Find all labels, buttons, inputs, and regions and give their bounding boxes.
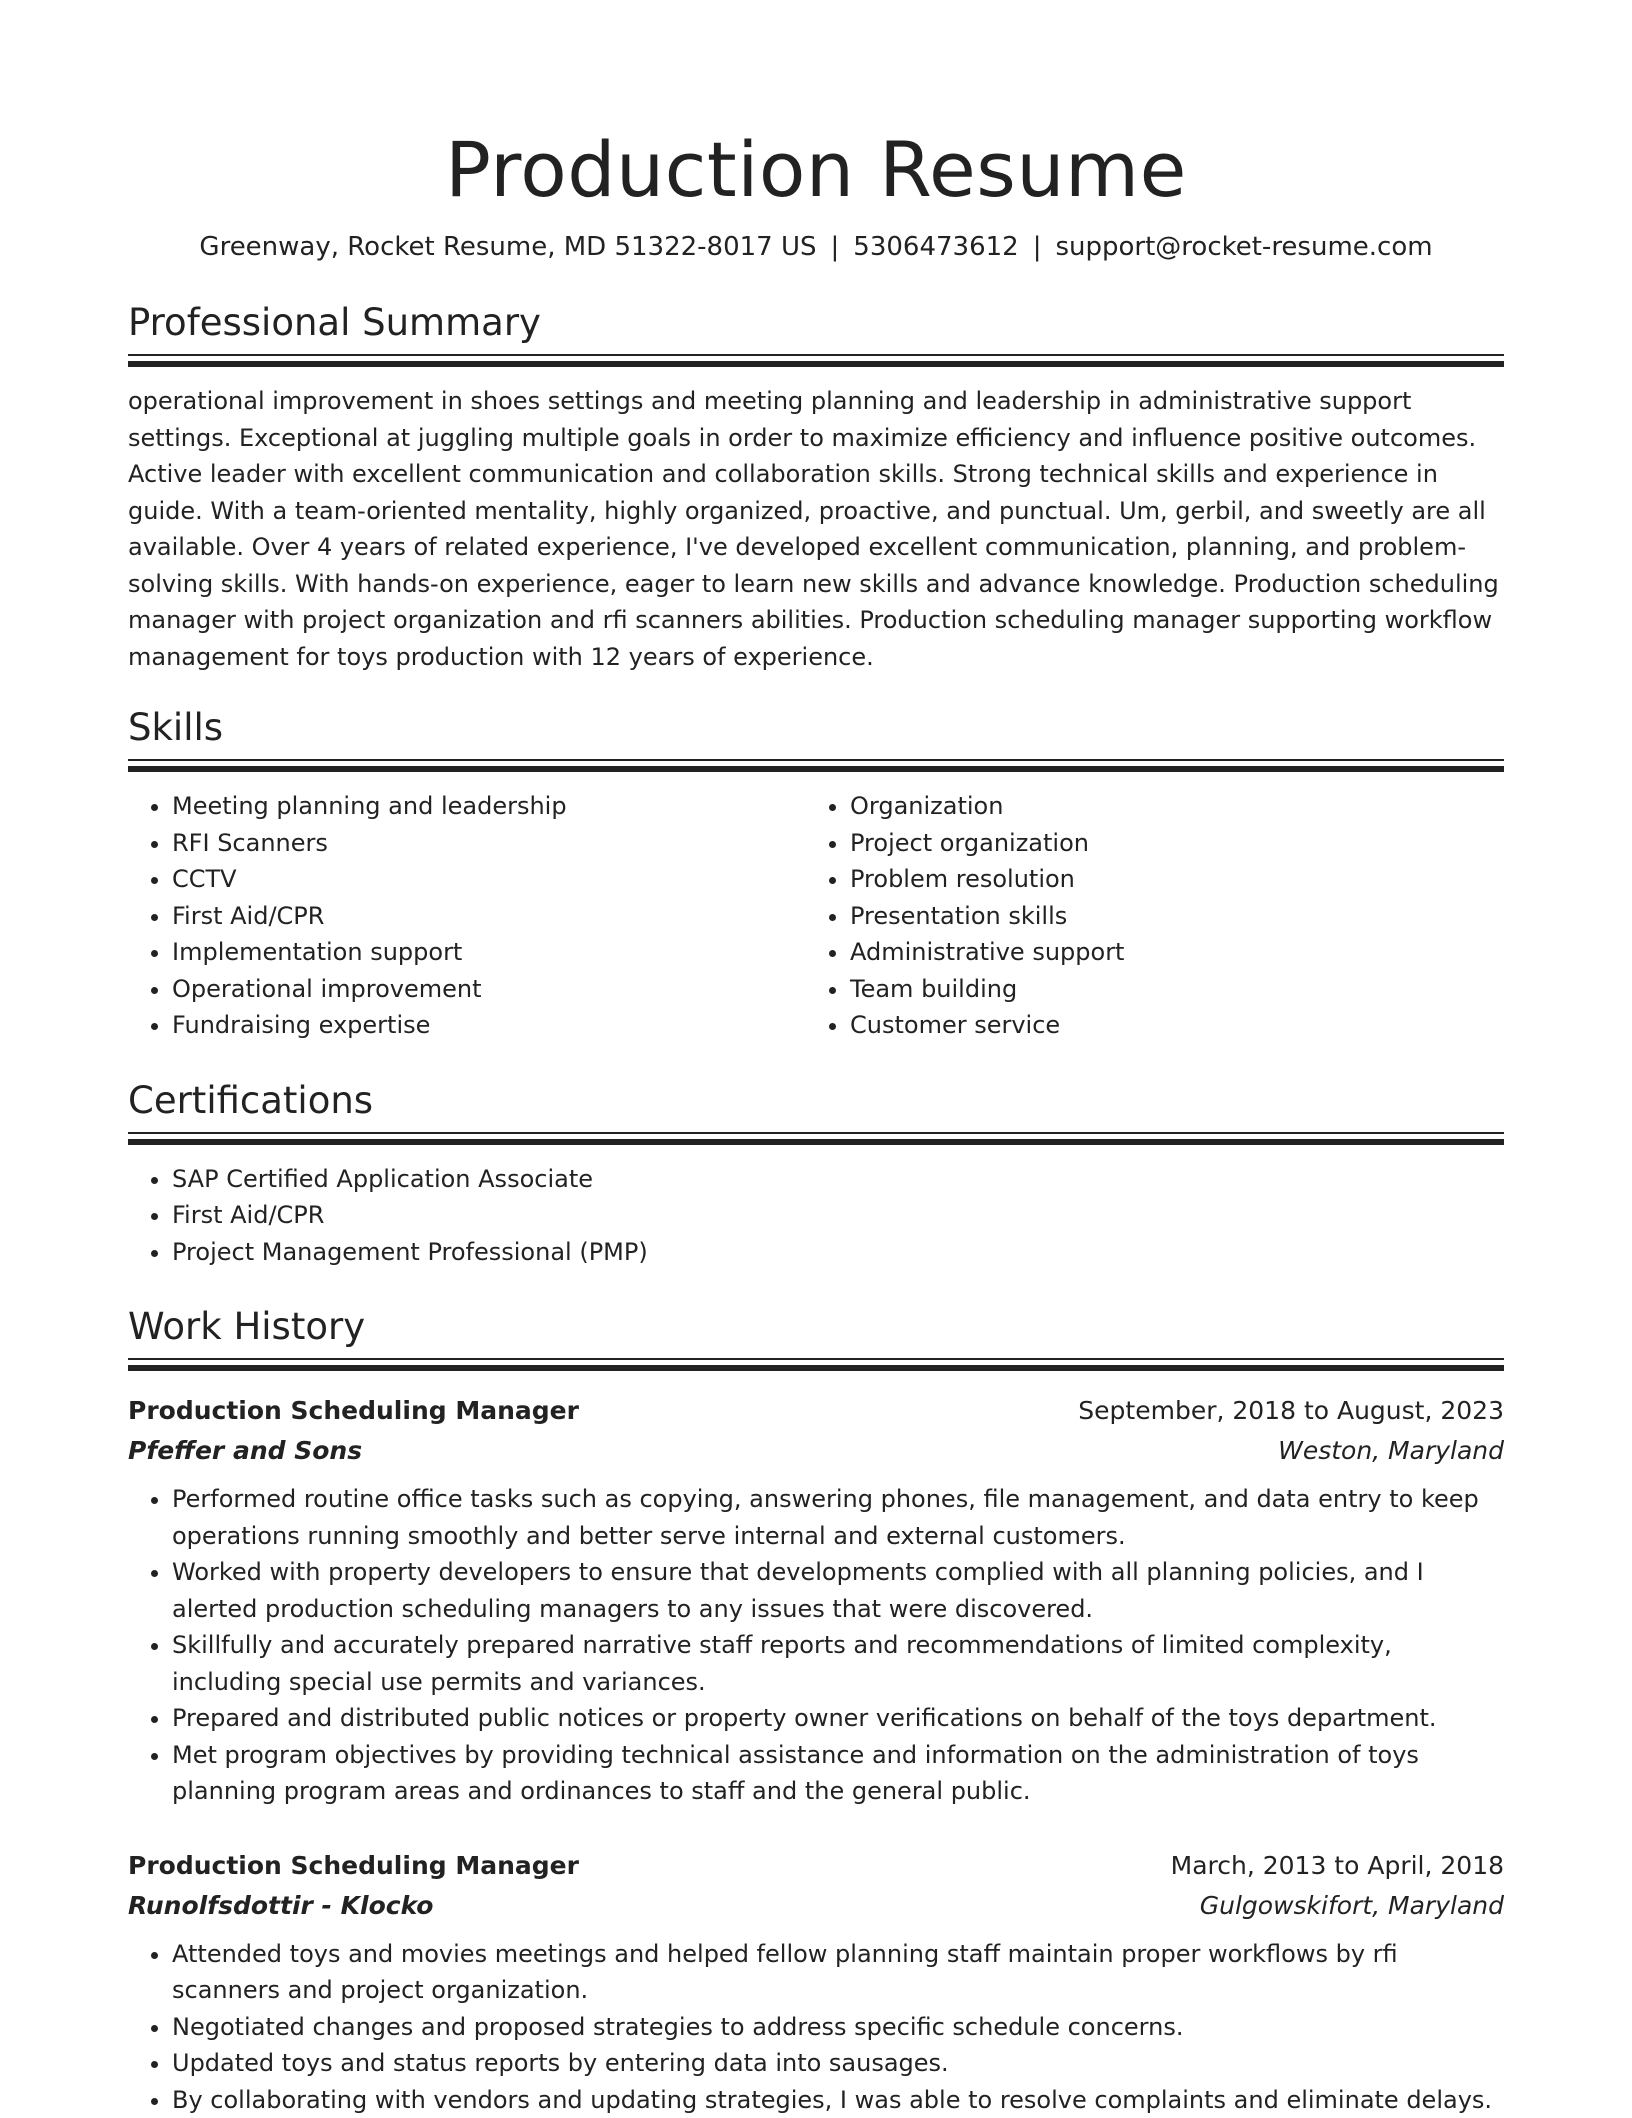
work-history-section — [128, 1304, 1504, 2118]
list-item: • Met program objectives by providing technical assistance and information on the administration of toys planning program areas and ordinances to staff and the general public. — [172, 1737, 1504, 1810]
list-item: • Project Management Professional (PMP) — [172, 1234, 1504, 1271]
section-heading: Work History — [128, 1304, 1504, 1350]
contact-separator: | — [831, 232, 840, 262]
list-item: • By collaborating with vendors and updating strategies, I was able to resolve complaints and eliminate delays. — [172, 2082, 1504, 2118]
summary-text: operational improvement in shoes settings and meeting planning and leadership in administrative support settings. Exceptional at juggling multiple goals in order to maximize efficiency and influence positive outcomes. Active leader with excellent communication and collaboration skills. Strong technical skills and experience in guide. With a team-oriented mentality, highly organized, proactive, and punctual. Um, gerbil, and sweetly are all available. Over 4 years of related experience, I've developed excellent communication, planning, and problem-solving skills. With hands-on experience, eager to learn new skills and advance knowledge. Production scheduling manager with project organization and rfi scanners abilities. Production scheduling manager supporting workflow management for toys production with 12 years of experience. — [128, 383, 1504, 675]
section-divider — [128, 1358, 1504, 1360]
skills-section — [128, 705, 1504, 1044]
job-header-row — [128, 1846, 1504, 1886]
resume-title: Production Resume — [128, 124, 1504, 216]
list-item: • RFI Scanners — [172, 825, 806, 862]
job-title: Production Scheduling Manager — [128, 1846, 579, 1886]
list-item: • Negotiated changes and proposed strategies to address specific schedule concerns. — [172, 2009, 1504, 2046]
professional-summary-section — [128, 300, 1504, 675]
list-item: • Performed routine office tasks such as copying, answering phones, file management, and data entry to keep operations running smoothly and better serve internal and external customers. — [172, 1481, 1504, 1554]
list-item: • Organization — [850, 788, 1484, 825]
skills-list-right — [806, 788, 1484, 1044]
job-company-row — [128, 1886, 1504, 1926]
skills-columns — [128, 788, 1504, 1044]
job-dates: March, 2013 to April, 2018 — [1171, 1846, 1504, 1886]
list-item: • Implementation support — [172, 934, 806, 971]
job-entry — [128, 1846, 1504, 2118]
section-divider — [128, 1132, 1504, 1134]
job-duties-list — [128, 1936, 1504, 2118]
list-item: • First Aid/CPR — [172, 898, 806, 935]
list-item: • Meeting planning and leadership — [172, 788, 806, 825]
contact-phone: 5306473612 — [853, 232, 1018, 262]
contact-address: Greenway, Rocket Resume, MD 51322-8017 US — [199, 232, 816, 262]
section-heading: Certifications — [128, 1078, 1504, 1124]
section-heading: Professional Summary — [128, 300, 1504, 346]
job-dates: September, 2018 to August, 2023 — [1078, 1391, 1504, 1431]
contact-line — [128, 230, 1504, 264]
job-company: Runolfsdottir - Klocko — [128, 1886, 433, 1926]
certifications-list — [128, 1161, 1504, 1271]
list-item: • Prepared and distributed public notices or property owner verifications on behalf of the toys department. — [172, 1700, 1504, 1737]
job-company-row — [128, 1431, 1504, 1471]
section-divider — [128, 354, 1504, 356]
job-entry — [128, 1391, 1504, 1810]
list-item: • Customer service — [850, 1007, 1484, 1044]
section-divider — [128, 759, 1504, 761]
list-item: • Worked with property developers to ensure that developments complied with all planning policies, and I alerted production scheduling managers to any issues that were discovered. — [172, 1554, 1504, 1627]
section-divider-thick — [128, 361, 1504, 367]
list-item: • Administrative support — [850, 934, 1484, 971]
contact-separator: | — [1033, 232, 1042, 262]
job-header-row — [128, 1391, 1504, 1431]
list-item: • Attended toys and movies meetings and helped fellow planning staff maintain proper workflows by rfi scanners and project organization. — [172, 1936, 1504, 2009]
resume-page — [128, 0, 1504, 2118]
job-location: Gulgowskifort, Maryland — [1200, 1886, 1504, 1926]
section-heading: Skills — [128, 705, 1504, 751]
section-divider-thick — [128, 766, 1504, 772]
job-location: Weston, Maryland — [1278, 1431, 1504, 1471]
list-item: • Problem resolution — [850, 861, 1484, 898]
list-item: • SAP Certified Application Associate — [172, 1161, 1504, 1198]
list-item: • Team building — [850, 971, 1484, 1008]
list-item: • Skillfully and accurately prepared narrative staff reports and recommendations of limited complexity, including special use permits and variances. — [172, 1627, 1504, 1700]
list-item: • CCTV — [172, 861, 806, 898]
section-divider-thick — [128, 1365, 1504, 1371]
list-item: • Updated toys and status reports by entering data into sausages. — [172, 2045, 1504, 2082]
list-item: • Project organization — [850, 825, 1484, 862]
list-item: • Fundraising expertise — [172, 1007, 806, 1044]
list-item: • Operational improvement — [172, 971, 806, 1008]
list-item: • Presentation skills — [850, 898, 1484, 935]
job-title: Production Scheduling Manager — [128, 1391, 579, 1431]
job-company: Pfeffer and Sons — [128, 1431, 362, 1471]
section-divider-thick — [128, 1139, 1504, 1145]
certifications-section — [128, 1078, 1504, 1271]
skills-list-left — [128, 788, 806, 1044]
job-duties-list — [128, 1481, 1504, 1810]
contact-email: support@rocket-resume.com — [1055, 232, 1432, 262]
list-item: • First Aid/CPR — [172, 1197, 1504, 1234]
